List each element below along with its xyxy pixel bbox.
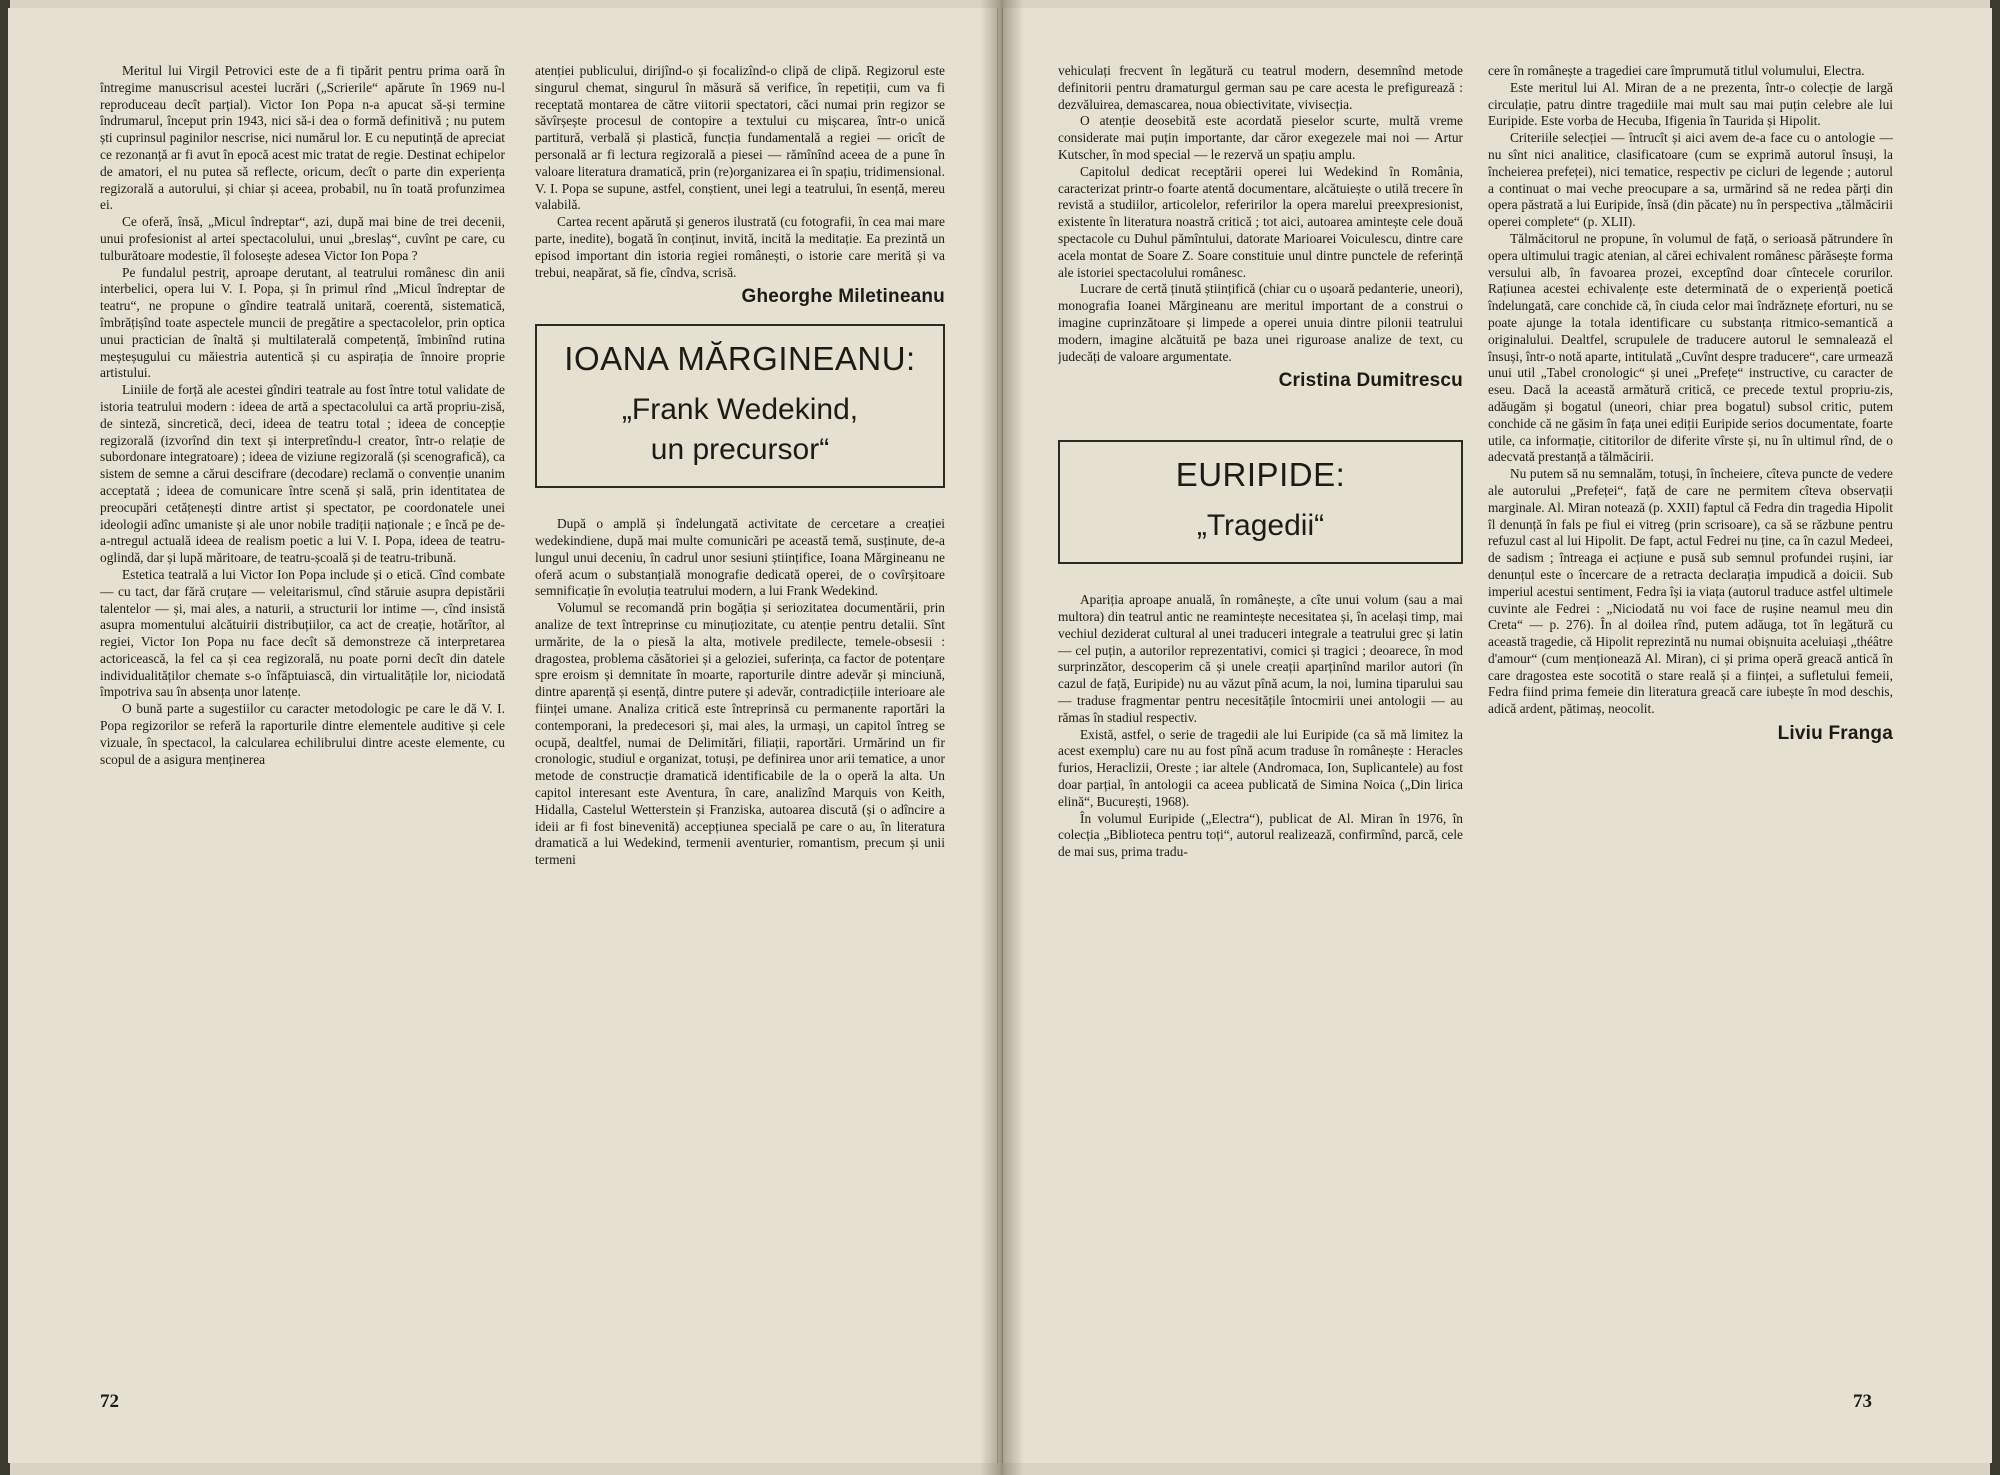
paragraph: Capitolul dedicat receptării operei lui Wedekind în România, caracterizat printr-o foarte atentă documentare, alcătuiește o utilă trecere în revistă a studiilor, articolelor, referirilor la opera marelui preexpresionist, existente în literatura noastră critică ; tot aici, autoarea amintește cele două spectacole cu Duhul pămîntului, datorate Marioarei Voiculescu, dintre care acela montat de Soare Z. Soare constituie unul dintre punctele de referință ale istoriei spectacolului românesc. — [1058, 163, 1463, 280]
byline-dumitrescu: Cristina Dumitrescu — [1278, 370, 1463, 392]
paragraph: cere în românește a tragediei care împrumută titlul volumului, Electra. — [1488, 63, 1865, 78]
review-3-title: „Tragedii“ — [1196, 509, 1325, 543]
paragraph: Este meritul lui Al. Miran de a ne prezenta, într-o colecție de largă circulație, patru dintre tragediile mai mult sau mai puțin celebre ale lui Euripide. Este vorba de Hecuba, Ifigenia în Taurida și Hipolit. — [1488, 79, 1893, 129]
paragraph: Există, astfel, o serie de tragedii ale lui Euripide (ca să mă limitez la acest exemplu) care nu au fost pînă acum traduse în românește : Heracles furios, Heraclizii, Oreste ; iar altele (Andromaca, Ion, Suplicantele) au fost doar parțial, în antologii ca aceea publicată de Simina Noica („Din lirica elină“, București, 1968). — [1058, 726, 1463, 809]
paragraph: Tălmăcitorul ne propune, în volumul de față, o serioasă pătrundere în opera ultimului tragic atenian, al cărei echivalent românesc părăsește forma versului alb, în favoarea prozei, exceptînd doar cîntecele corurilor. Rațiunea acestei echivalențe este determinată de o experiență poetică îndelungată, care conchide că, în ciuda celor mai îndrăznețe eforturi, nu se poate ajunge la totala identificare cu substanța ritmico-semantică a originalului. Dealtfel, scrupulele de traducere autorul le semnalează el însuși, într-o notă aparte, intitulată „Cuvînt despre traducere“, care urmează unui util „Tabel cronologic“ și unei „Prefețe“ instructive, cu caracter de eseu. Dacă la această armătură critică, ce precede textul propriu-zis, adăugăm și bogatul (uneori, chiar prea bogatul) subsol critic, putem conchide că ne găsim în fața unei ediții Euripide serios documentate, foarte utile, ca informație, cititorilor de diferite vîrste și, nu în ultimul rînd, de o adecvată prestanță a tălmăcirii. — [1488, 230, 1893, 465]
spine-gutter — [980, 0, 1024, 1475]
review-2-body — [535, 516, 945, 869]
page-number-right: 73 — [1853, 1391, 1872, 1412]
byline-franga: Liviu Franga — [1777, 723, 1893, 745]
review-2-continuation — [1058, 63, 1463, 365]
review-3-author: EURIPIDE: — [1175, 456, 1346, 494]
right-page — [1002, 8, 1992, 1463]
paragraph: Liniile de forță ale acestei gîndiri teatrale au fost între totul validate de istoria teatrului modern : ideea de artă a spectacolului ca artă propriu-zisă, de sinteză, sincretică, deci, ideea de teatru total ; ideea de concepție regizorală (izvorînd din text și interpretîndu-l creator, într-o relație de subordonare integratoare) ; ideea de viziune regizorală (și scenografică), ca sistem de semne a cărui descifrare (decodare) reclamă o convenție unanim acceptată ; ideea de comunicare între scenă și sală, prin identitatea de preocupări cetățenești dintre artist și spectator, pe coordonatele unei ideologii adînc umaniste și ale unor nobile tradiții naționale ; e încă pe de-a-ntregul actuală ideea de realism poetic a lui V. I. Popa, ideea de teatru-oglindă, dar și lupă măritoare, de teatru-școală și de teatru-tribună. — [100, 382, 505, 566]
paragraph: Criteriile selecției — întrucît și aici avem de-a face cu o antologie — nu sînt nici analitice, clasificatoare (cum se exprimă autorul însuși, la încheierea prefeței), nici tematice, respectiv pe cicluri de legende ; autorul a continuat o mai veche preocupare a sa, urmărind să ne redea părți din opera păstrată a lui Euripide, însă (din păcate) nu în perspectiva „tălmăcirii operei complete“ (p. XLII). — [1488, 130, 1893, 230]
left-page-column-1 — [100, 63, 505, 1318]
paragraph: După o amplă și îndelungată activitate de cercetare a creației wedekindiene, după mai multe comunicări pe această temă, susținute, de-a lungul unui deceniu, în cadrul unor sesiuni științifice, Ioana Mărgineanu ne oferă acum o substanțială monografie dedicată operei, de o covîrșitoare semnificație în evoluția teatrului modern, a lui Frank Wedekind. — [535, 516, 945, 599]
byline-miletineanu: Gheorghe Miletineanu — [741, 286, 945, 308]
paragraph: Apariția aproape anuală, în românește, a cîte unui volum (sau a mai multora) din teatrul antic ne reamintește necesitatea și, în același timp, mai vechiul deziderat cultural al unei traduceri integrale a teatrului grec și latin — cel puțin, a autorilor reprezentativi, comici și tragici ; deoarece, în mod surprinzător, descoperim că și unele creații aparținînd marilor autori (în cazul de față, Euripide) nu au văzut pînă acum, la noi, lumina tiparului sau — traduse fragmentar pentru necesitățile întocmirii unei antologii — au rămas în stadiul respectiv. — [1058, 592, 1463, 725]
right-page-column-1 — [1058, 63, 1463, 1333]
paragraph: atenției publicului, dirijînd-o și focalizînd-o clipă de clipă. Regizorul este singurul chemat, singurul în măsură să verifice, în repetiții, cum va fi receptată montarea de către viitorii spectatori, căci numai prin regizor se săvîrșește procesul de contopire a textului cu mișcarea, într-o unică partitură, verbală și plastică, funcția fundamentală a regiei — oricît de personală ar fi lectura regizorală a piesei — rămînînd aceea de a pune în valoare literatura dramatică, prin (re)organizarea ei în spațiu, tridimensional. V. I. Popa se supune, astfel, conștient, unei legi a teatrului, în esență, mereu valabilă. — [535, 63, 945, 213]
paragraph: O atenție deosebită este acordată pieselor scurte, multă vreme considerate mai puțin importante, dar căror exegezele mai noi — Artur Kutscher, în mod special — le rezervă un spațiu amplu. — [1058, 113, 1463, 162]
review-2-header-box — [535, 324, 945, 488]
left-page-column-2 — [535, 63, 945, 1333]
paragraph: Ce oferă, însă, „Micul îndreptar“, azi, după mai bine de trei decenii, unui profesionist al artei spectacolului, unui „breslaș“, cuvînt pe care, cu tulburătoare modestie, îl folosește adesea Victor Ion Popa ? — [100, 214, 505, 263]
paragraph: În volumul Euripide („Electra“), publicat de Al. Miran în 1976, în colecția „Biblioteca pentru toți“, autorul realizează, confirmînd, parcă, cele de mai sus, prima tradu- — [1058, 810, 1463, 860]
review-2-title-line-2: un precursor“ — [650, 433, 830, 467]
paragraph: O bună parte a sugestiilor cu caracter metodologic pe care le dă V. I. Popa regizorilor se referă la raporturile dintre elementele auditive și cele vizuale, în spectacol, la calcularea echilibrului dintre aceste elemente, cu scopul de a asigura menținerea — [100, 701, 505, 767]
review-3-continuation — [1488, 63, 1893, 718]
review-1-continuation — [535, 63, 945, 281]
paragraph: Estetica teatrală a lui Victor Ion Popa include și o etică. Cînd combate — cu tact, dar fără cruțare — veleitarismul, cînd stăruie asupra depistării talentelor — și, mai ales, a naturii, a structurii lor intime —, cînd insistă asupra momentului alcătuirii distribuțiilor, ca act de creație, hotărîtor, al regiei, Victor Ion Popa nu face decît să demonstreze că interpretarea actoricească, la fel ca și cea regizorală, nu poate porni decît din datele individualităților chemate s-o înfăptuiască, din virtualitățile lor, niciodată împotriva sau în absența unor latențe. — [100, 566, 505, 700]
page-number-left: 72 — [100, 1391, 119, 1412]
paragraph: Volumul se recomandă prin bogăția și seriozitatea documentării, prin analize de text întreprinse cu minuțiozitate, cu atenție pentru detalii. Sînt urmărite, de la o piesă la alta, motivele predilecte, temele-obsesii : dragostea, problema căsătoriei și a geloziei, suferința, ca factor de potențare spre eroism și demnitate în moarte, raporturile dintre adevăr și minciună, dintre aparență și esență, dintre putere și adevăr, contradicțiile interioare ale ființei umane. Analiza critică este întreprinsă cu permanente raportări la contemporani, la predecesori și, mai ales, la urmași, un capitol întreg se ocupă, dealtfel, numai de Delimitări, filiații, raportări. Urmărind un fir cronologic, studiul e organizat, totuși, pe definirea unor arii tematice, a unor metode de construcție dramatică identificabile de la o operă la alta. Un capitol interesant este Aventura, în care, analizînd Marquis von Keith, Hidalla, Castelul Wetterstein și Franziska, autoarea discută (și o adîncire a ideii ar fi fost binevenită) accepțiunea specială pe care o au, în literatura dramatică a lui Wedekind, termenii aventurier, romantism, precum și unii termeni — [535, 600, 945, 868]
review-2-author: IOANA MĂRGINEANU: — [564, 340, 916, 378]
review-2-title-line-1: „Frank Wedekind, — [621, 393, 859, 427]
review-3-body — [1058, 592, 1463, 861]
paragraph: Lucrare de certă ținută științifică (chiar cu o ușoară pedanterie, uneori), monografia Ioanei Mărgineanu are meritul important de a construi o imagine cuprinzătoare și limpede a operei unuia dintre pilonii teatrului modern, imagine alcătuită pe baza unei riguroase analize de text, cu judecăți de valoare argumentate. — [1058, 281, 1463, 364]
paragraph: Cartea recent apărută și generos ilustrată (cu fotografii, în cea mai mare parte, inedite), bogată în conținut, invită, incită la meditație. Ea prezintă un episod important din istoria regiei românești, o istorie care merită și va trebui, neapărat, să fie, cîndva, scrisă. — [535, 214, 945, 280]
paragraph: Pe fundalul pestriț, aproape derutant, al teatrului românesc din anii interbelici, opera lui V. I. Popa, și în primul rînd „Micul îndreptar de teatru“, ne propune o gîndire teatrală unitară, coerentă, sistematică, îmbrățișînd toate aspectele muncii de pregătire a spectacolelor, prin optica unui practician de înaltă și multilaterală competență, îmbinînd rutina meșteșugului cu măiestria autentică și cu aspirația de înnoire proprie artistului. — [100, 264, 505, 381]
left-page — [8, 8, 998, 1463]
review-3-header-box — [1058, 440, 1463, 564]
paragraph: Meritul lui Virgil Petrovici este de a fi tipărit pentru prima oară în întregime manuscrisul acestei lucrări („Scrierile“ apărute în 1969 nu-l reproduceau decît parțial). Victor Ion Popa n-a apucat să-și termine îndrumarul, început prin 1943, nici să-i dea o formă definitivă ; nu putem ști cuprinsul paginilor nescrise, nici numărul lor. E cu neputință de apreciat ce rezonanță ar fi avut în epocă acest mic tratat de regie. Destinat echipelor de amatori, el nu putea să reflecte, oricum, decît o parte din experiența regizorală a autorului, și chiar și aceea, probabil, nu în toată profunzimea ei. — [100, 63, 505, 213]
right-page-column-2 — [1488, 63, 1893, 1333]
paragraph: Nu putem să nu semnalăm, totuși, în încheiere, cîteva puncte de vedere ale autorului „Prefeței“, față de care ne permitem cîteva observații marginale. Al. Miran notează (p. XXII) faptul că Fedra din tragedia Hipolit îl denunță în fals pe fiul ei vitreg (prin scrisoare), ca să se răzbune pentru refuzul cast al lui Hipolit. De fapt, actul Fedrei nu ține, ca în cazul Medeei, de sadism ; întreaga ei acțiune e pusă sub semnul profundei rușini, iar denunțul este o încercare de a retracta declarația impudică a doicii. Sub imperiul acestui sentiment, Fedra își ia viața (autorul traduce astfel ultimele cuvinte ale Fedrei : „Niciodată nu voi face de rușine neamul meu din Creta“ — p. 276). În al doilea rînd, putem adăuga, tot în legătură cu această tragedie, că Hipolit reprezintă nu numai obișnuita aceluiași „théâtre d'amour“ (cum menționează Al. Miran), ci și prima operă greacă antică în care dragostea este socotită o stare reală și a ființei, a sufletului femeii, Fedra fiind prima femeie din literatura greacă care iubește în mod deschis, adică ardent, pătimaș, neocolit. — [1488, 466, 1893, 717]
paragraph: vehiculați frecvent în legătură cu teatrul modern, desemnînd metode definitorii pentru dramaturgul german sau pe care acesta le prefigurează : dezvăluirea, demascarea, noua obiectivitate, vivisecția. — [1058, 63, 1463, 112]
